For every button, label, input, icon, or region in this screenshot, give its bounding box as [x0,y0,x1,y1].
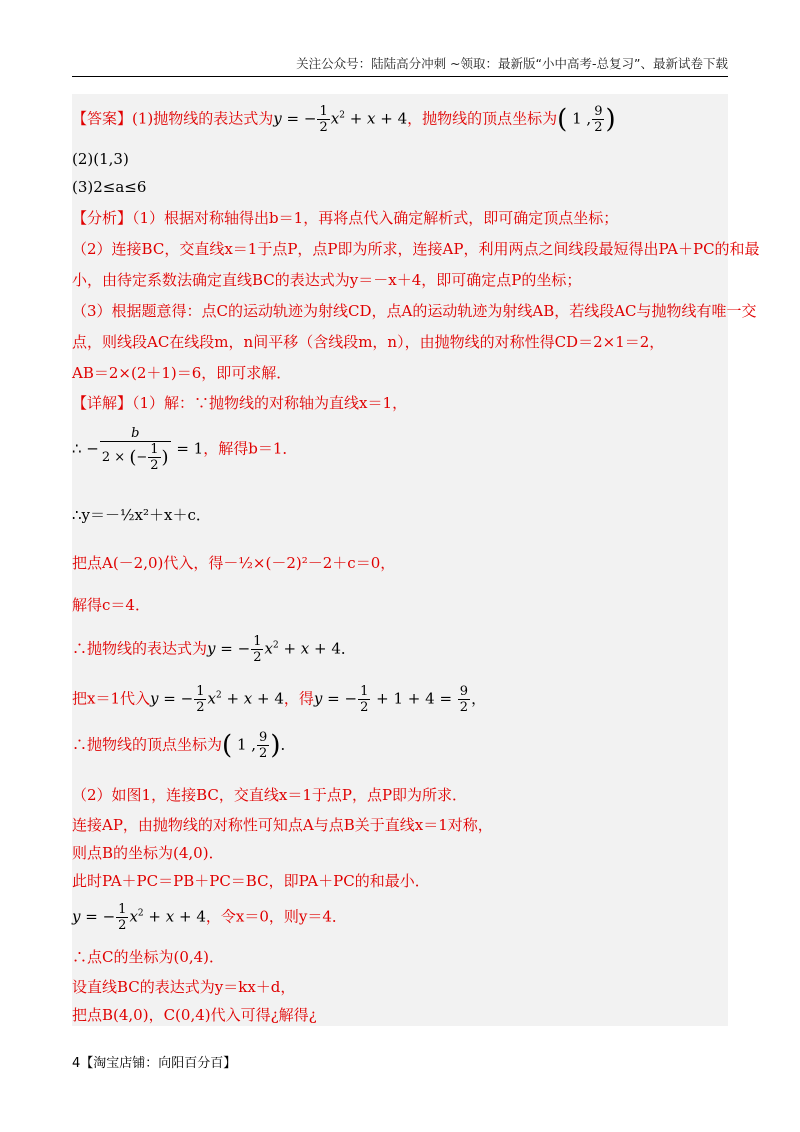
analysis-line-5: 点，则线段AC在线段m，n间平移（含线段m，n），由抛物线的对称性得CD＝2×1＝2， [72,333,665,351]
page-header: 关注公众号：陆陆高分冲刺 ~领取：最新版“小中高考-总复习”、最新试卷下载 [72,54,728,77]
detail-text-13: ，令x＝0，则y＝4． [205,907,347,926]
detail-line-5: 解得c＝4． [72,596,150,614]
detail-text-1: （1）解：∵抛物线的对称轴为直线x＝1， [132,394,408,412]
detail-text-8: ∴抛物线的顶点坐标为 [72,735,223,754]
analysis-line-4: （3）根据题意得：点C的运动轨迹为射线CD，点A的运动轨迹为射线AB，若线段AC与抛物线有唯一交 [72,302,757,320]
answer-line-1: 【答案】(1)抛物线的表达式为y = − $\frac{1}{2}$ $x^2 + x + 4$，抛物线的顶点坐标为( 1 , $\frac{9}{2}$ ) [72,104,616,135]
detail-line-11: 则点B的坐标为(4,0)． [72,844,224,862]
detail-label: 【详解】 [72,394,133,412]
analysis-line-3: 小，由待定系数法确定直线BC的表达式为y＝－x＋4，即可确定点P的坐标； [72,271,582,289]
fraction-half: $\frac{1}{2}$ [319,104,328,135]
detail-text-2: ，解得b＝1． [203,439,298,458]
analysis-text-1: （1）根据对称轴得出b＝1，再将点代入确定解析式，即可确定顶点坐标； [132,209,619,227]
analysis-line-1 [72,207,618,228]
detail-line-13: y = − $\frac{1}{2}$ $x^2 + x + 4$，令x＝0，则y＝4． [72,902,347,933]
detail-line-2: ∴ − b 2 × (− $\frac{1}{2}$ ) = 1，解得b＝1． [72,426,298,473]
detail-line-6: ∴抛物线的表达式为y = − $\frac{1}{2}$ $x^2 + x + 4$． [72,634,356,665]
answer-part2: (2)(1,3) [72,150,129,168]
fraction-b-over-2x: b 2 × (− $\frac{1}{2}$ ) [101,426,169,473]
solution-content [72,94,760,1026]
detail-line-4: 把点A(－2,0)代入，得－½×(－2)²－2＋c＝0， [72,554,396,572]
answer-part1-prefix: (1)抛物线的表达式为 [132,109,274,128]
detail-line-3: ∴y＝－½x²＋x＋c． [72,506,211,524]
analysis-label: 【分析】 [72,209,133,227]
detail-line-9: （2）如图1，连接BC，交直线x＝1于点P，点P即为所求． [72,786,468,804]
detail-line-1 [72,392,407,413]
detail-text-7: 把x＝1代入 [72,689,151,708]
answer-part3: (3)2≤a≤6 [72,178,147,196]
page-footer: 4【淘宝店铺：向阳百分百】 [72,1056,237,1071]
detail-line-10: 连接AP，由抛物线的对称性可知点A与点B关于直线x＝1对称， [72,816,493,834]
analysis-line-2: （2）连接BC，交直线x＝1于点P，点P即为所求，连接AP，利用两点之间线段最短得出PA＋PC的和最 [72,240,760,258]
detail-line-15: 设直线BC的表达式为y＝kx＋d， [72,978,296,996]
answer-label: 【答案】 [72,109,133,128]
detail-line-14: ∴点C的坐标为(0,4)． [72,948,225,966]
analysis-line-6: AB＝2×(2＋1)＝6，即可求解． [72,364,292,382]
answer-part1-mid: ，抛物线的顶点坐标为 [407,109,558,128]
detail-line-7: 把x＝1代入y = − $\frac{1}{2}$ $x^2 + x + 4$，得y = − $\frac{1}{2}$ + 1 + 4 = $\frac{9}{2}$ ， [72,684,487,715]
detail-text-7-mid: ，得 [283,689,314,708]
detail-line-16: 把点B(4,0)，C(0,4)代入可得¿解得¿ [72,1006,317,1024]
detail-line-8: ∴抛物线的顶点坐标为( 1 , $\frac{9}{2}$ )． [72,730,296,761]
detail-line-12: 此时PA＋PC＝PB＋PC＝BC，即PA＋PC的和最小． [72,872,430,890]
detail-text-6: ∴抛物线的表达式为 [72,639,208,658]
